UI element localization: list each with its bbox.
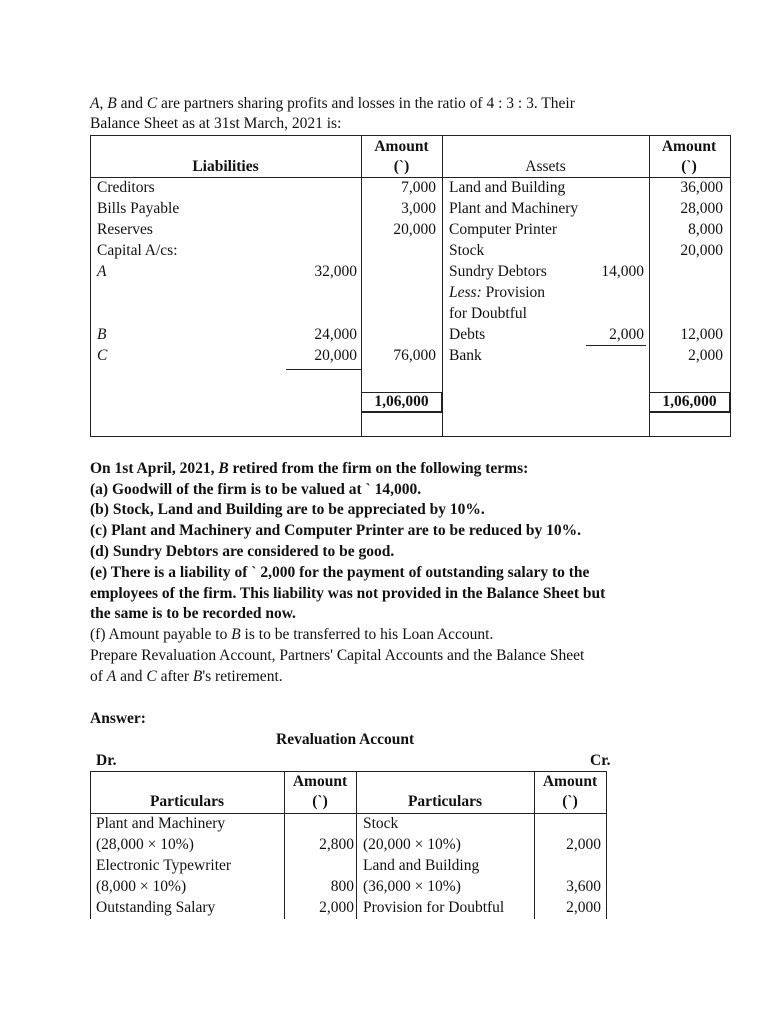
rev-credit-text: Land and Building [363, 857, 480, 874]
cr-label: Cr. [590, 752, 611, 769]
debtors-label: Sundry Debtors [449, 263, 547, 280]
capital-partner: C [97, 347, 108, 364]
bank-label: Bank [449, 347, 482, 364]
liab-currency-header: (`) [393, 158, 410, 175]
prepare-line-1: Prepare Revaluation Account, Partners' Capital Accounts and the Balance Sheet [90, 647, 585, 664]
rev-debit-text: Electronic Typewriter [96, 857, 232, 874]
asset-amount: 36,000 [680, 179, 723, 196]
rev-credit-text: Provision for Doubtful [363, 899, 505, 916]
rev-right-particulars-header: Particulars [407, 793, 483, 810]
dr-label: Dr. [96, 752, 117, 769]
term-f: (f) Amount payable to B is to be transferred to his Loan Account. [90, 626, 494, 643]
term-d: (d) Sundry Debtors are considered to be good. [90, 543, 395, 560]
term-b: (b) Stock, Land and Building are to be appreciated by 10%. [90, 501, 485, 518]
rev-right-currency-header: (`) [562, 793, 578, 810]
liab-amount-header: Amount [374, 138, 429, 155]
rev-credit-amount: 2,000 [566, 899, 601, 916]
asset-currency-header: (`) [681, 158, 697, 175]
rev-debit-text: (8,000 × 10%) [96, 878, 187, 895]
asset-label: Plant and Machinery [449, 200, 579, 217]
asset-amount: 20,000 [680, 242, 723, 259]
provision-line-2: for Doubtful [449, 305, 527, 322]
capital-partner: A [97, 263, 107, 280]
liability-label: Creditors [97, 179, 155, 196]
rev-credit-amount: 3,600 [566, 878, 601, 895]
liability-amount: 20,000 [393, 221, 436, 238]
revaluation-title: Revaluation Account [276, 731, 415, 748]
capital-total: 76,000 [393, 347, 436, 364]
rev-debit-amount: 2,000 [319, 899, 354, 916]
capital-value: 24,000 [314, 326, 357, 343]
intro-line-2: Balance Sheet as at 31st March, 2021 is: [90, 115, 342, 132]
rev-left-currency-header: (`) [312, 793, 328, 810]
asset-label: Computer Printer [449, 221, 558, 238]
rev-credit-text: Stock [363, 815, 399, 832]
term-e-2: employees of the firm. This liability was not provided in the Balance Sheet but [90, 585, 606, 602]
liability-amount: 3,000 [401, 200, 436, 217]
rev-credit-text: (36,000 × 10%) [363, 878, 461, 895]
provision-line-1 [449, 283, 545, 304]
asset-amount: 8,000 [688, 221, 723, 238]
total-assets: 1,06,000 [649, 392, 730, 412]
less-prefix: Less: [449, 284, 482, 301]
liabilities-header: Liabilities [192, 158, 259, 175]
rev-debit-amount: 800 [330, 878, 354, 895]
liability-label: Capital A/cs: [97, 242, 178, 259]
liability-label: Bills Payable [97, 200, 180, 217]
capital-partner: B [97, 326, 107, 343]
terms-heading: On 1st April, 2021, B retired from the firm on the following terms: [90, 460, 529, 477]
asset-label: Stock [449, 242, 485, 259]
less-rest: Provision [481, 284, 546, 301]
capital-value: 32,000 [314, 263, 357, 280]
capital-value: 20,000 [314, 347, 357, 364]
rev-debit-text: (28,000 × 10%) [96, 836, 194, 853]
assets-header: Assets [525, 158, 566, 175]
provision-line-3: Debts [449, 326, 486, 343]
answer-label: Answer: [90, 710, 146, 727]
term-a: (a) Goodwill of the firm is to be valued at ` 14,000. [90, 481, 422, 498]
term-e-3: the same is to be recorded now. [90, 605, 296, 622]
rev-credit-amount: 2,000 [566, 836, 601, 853]
debtors-net: 12,000 [680, 326, 723, 343]
asset-label: Land and Building [449, 179, 566, 196]
debtors-value: 14,000 [601, 263, 644, 280]
rev-debit-text: Plant and Machinery [96, 815, 226, 832]
rev-debit-text: Outstanding Salary [96, 899, 216, 916]
liability-label: Reserves [97, 221, 153, 238]
rev-right-amount-header: Amount [542, 773, 598, 790]
term-c: (c) Plant and Machinery and Computer Printer are to be reduced by 10%. [90, 522, 581, 539]
bank-amount: 2,000 [688, 347, 723, 364]
term-e-1: (e) There is a liability of ` 2,000 for the payment of outstanding salary to the [90, 564, 590, 581]
asset-amount: 28,000 [680, 200, 723, 217]
rev-debit-amount: 2,800 [319, 836, 354, 853]
asset-amount-header: Amount [661, 138, 717, 155]
prepare-line-2: of A and C after B's retirement. [90, 668, 283, 685]
total-liabilities: 1,06,000 [361, 392, 442, 412]
rev-left-amount-header: Amount [292, 773, 348, 790]
intro-line-1: A, B and C are partners sharing profits and losses in the ratio of 4 : 3 : 3. Their [90, 95, 575, 112]
rev-left-particulars-header: Particulars [149, 793, 225, 810]
liability-amount: 7,000 [401, 179, 436, 196]
provision-value: 2,000 [609, 326, 644, 343]
rev-credit-text: (20,000 × 10%) [363, 836, 461, 853]
